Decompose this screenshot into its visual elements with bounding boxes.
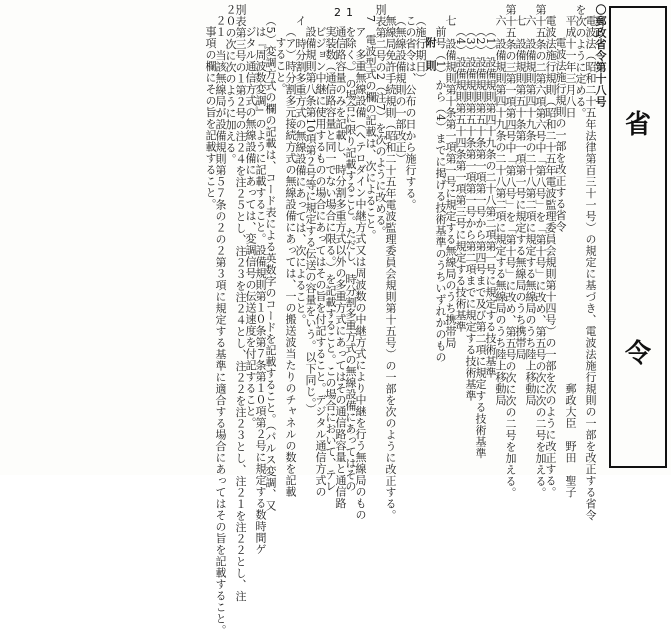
- text-line: （4）設備規則第五十四条第一項第三号に規定する技術基準: [454, 26, 467, 333]
- paragraph-marker-1: 1: [346, 6, 353, 19]
- header-char-rei: 令: [624, 339, 651, 369]
- paragraph-marker-2: 2: [334, 6, 341, 19]
- text-line: 〇郵政省令第十八号: [594, 4, 607, 108]
- text-line: 前号（1）から（4）までに掲げる技術基準のうちいずれかのもの: [434, 26, 447, 363]
- text-line: 七 設備規則第五十条第一項第一号に規定する無線局のうち携帯局: [514, 15, 527, 360]
- text-line: 附 則: [424, 37, 437, 72]
- text-line: （3）設備規則第五十条第一項第一号から第二項までに規定する技術基準: [464, 26, 477, 402]
- section-header-box: [609, 6, 667, 468]
- text-line: を次のように定める。: [574, 4, 587, 119]
- text-line: ２０の次に次のように加える。: [224, 4, 237, 165]
- text-line: 電波法施行規則（昭和二十五年電波監理委員会規則第十四号）の一部を次のように改正する。: [544, 15, 557, 498]
- text-line: この省令は、公布の日から施行する。: [404, 15, 417, 211]
- text-line: 第十五条の二第六項第六号中「第八号」を「第十号」に改め、第五号の次に次の二号を加える。: [534, 4, 547, 499]
- text-line: 平成十一年三月八日 郵政大臣 野田 聖子: [564, 15, 577, 498]
- text-line: 第十五条の三第一項第四号中「第八号」を「第十号」に改め、第五号の次に次の二号を加える。: [504, 4, 517, 499]
- header-char-sho: 省: [624, 110, 651, 140]
- text-line: （ア）時分割多元接続方式の無線設備にあっては、一の搬送波当たりのチャネルの数を記載: [284, 26, 297, 498]
- text-line: （5）変調方式の欄の記載は、コード表による英数字のコードを記載すること。（パルス変調、又: [264, 15, 277, 512]
- text-line: 六 設備規則第四十九条の二十八第二項に規定する無線局のうち陸上移動局: [524, 15, 537, 406]
- text-line: イ 時分割多重方式の無線設備にあっては、次によること。: [294, 15, 307, 326]
- text-line: 電波法（昭和二十五年法律第百三十一号）の規定に基づき、電波法施行規則の一部を改正する省令: [584, 15, 597, 521]
- text-line: （無線設備規則の一部改正）: [394, 15, 407, 165]
- text-line: 別表第三号の１第２号の注２４を注２５とし、注２３を注２４とし、注２２を注２３とし、注２１を注２２とし、注: [234, 4, 247, 602]
- text-line: ２１ 当該無線局が設備規則第５７条の２の２第３項に規定する基準に適合する場合にあってはその旨を記載すること。: [214, 15, 227, 636]
- text-line: 通信路容量のみを記載し、時分割多重方式以外の多重方式にあってはその通信路容量と通信路: [334, 26, 347, 509]
- text-line: （1）設備規則第四十九条の二十八第二項第一号に規定する技術基準: [484, 26, 497, 379]
- text-line: ジタル通信方式の無線設備にあっては、変調信号の伝送速度を付記すること。: [244, 26, 257, 429]
- text-line: すること。: [274, 37, 287, 95]
- text-line: （施行期日）: [414, 15, 427, 84]
- text-line: は『周波数変調』のように記載すること。設備規則第１０条第７条第１０項第２号に規定する数時間ゲ: [254, 26, 267, 555]
- text-line: 電波法施行規則の一部を改正する省令: [554, 37, 567, 233]
- text-line: 7 電波型式の欄の記載は、次によること。: [364, 15, 377, 241]
- text-line: 六 設備規則第四十九条の二十八第二項に規定する無線局のうち陸上移動局: [494, 15, 507, 406]
- text-line: 設備規則第八条第10項第２号等に規定する伝送の容量をいう。以下同じ。）: [304, 26, 317, 415]
- text-line: 実装数（通信路容量と同一でない場合に限る。）を記載すること。この場合において、テレ: [324, 26, 337, 492]
- text-line: 七 設備規則第十条第一項第一号に規定する無線局のうち携帯局: [444, 15, 457, 349]
- text-line: を除く。）の場合に限り記載すること。ただし、時分割多重方式の無線設備にあってはその: [344, 26, 357, 492]
- text-line: ビジョン中継に使用するものの場合にあってはその旨を付記すること。デジタル通信方式の: [314, 26, 327, 498]
- text-line: 別表第二号の2（注7）を次のように改める。: [374, 4, 387, 238]
- text-line: 事項の欄にその旨を記載すること。: [204, 26, 217, 210]
- ordinance-body-text: [204, 4, 607, 636]
- text-line: 無線局免許手続規則（昭和二十五年電波監理委員会規則第十五号）の一部を次のように改正する。: [384, 15, 397, 521]
- text-line: ア 多重無線設備（ヘテロダイン中継方式又は周波数の中継方式により中継を行う無線局のもの: [354, 26, 367, 521]
- text-line: （2）設備規則第五十条第一項第一号から第四号まで及び第二項に規定する技術基準: [474, 26, 487, 459]
